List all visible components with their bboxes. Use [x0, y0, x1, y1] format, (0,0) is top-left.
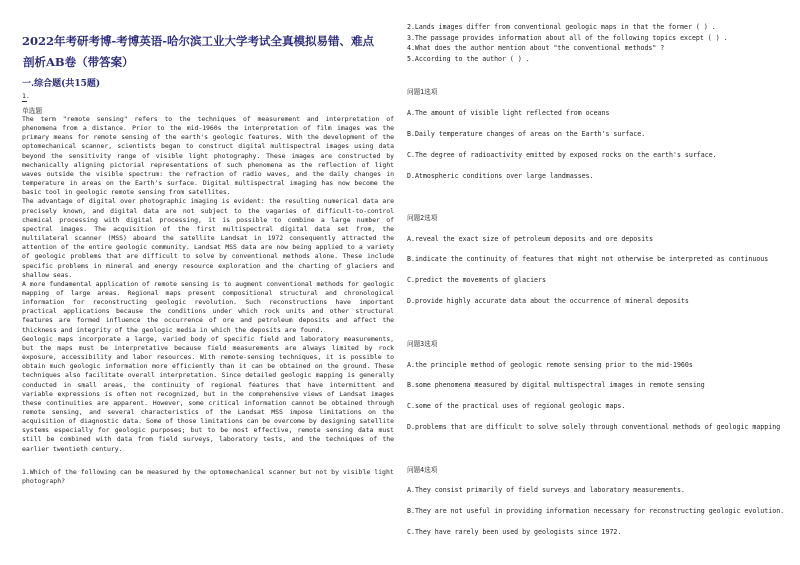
- reading-passage: [22, 115, 394, 454]
- sub-question-list: [407, 22, 787, 64]
- question-number: 1.: [22, 92, 30, 100]
- option-group-label: 问题4选项: [407, 466, 438, 474]
- sub-question: 3.The passage provides information about all of the following topics except ( ) .: [407, 33, 728, 42]
- option-group-label: 问题3选项: [407, 340, 438, 348]
- right-column: [407, 0, 787, 536]
- option: B.Daily temperature changes of areas on the Earth's surface.: [407, 130, 646, 138]
- option-group-4: [407, 464, 785, 536]
- sub-question: 4.What does the author mention about "the conventional methods" ?: [407, 44, 665, 52]
- option-group-label: 问题2选项: [407, 214, 438, 222]
- option: C.They have rarely been used by geologists since 1972.: [407, 528, 622, 536]
- option-group-2: [407, 212, 769, 305]
- passage-paragraph: A more fundamental application of remote sensing is to augment conventional methods for geologic mapping of large areas. Regional maps present compositional structural and chronological information for reconstructing geologic revolution. Such reconstructions have important practical applications because the conditions under which rock units and other structural features are formed influence the occurrence of ore and petroleum deposits and affect the thickness and integrity of the geologic media in which the deposits are found.: [22, 279, 394, 334]
- option: A.The amount of visible light reflected from oceans: [407, 109, 610, 117]
- passage-paragraph: Geologic maps incorporate a large, varied body of specific field and laboratory measurements, but the maps must be interpretative because field measurements are always limited by rock exposure, accessibility and labor resources. With remote-sensing techniques, it is possible to obtain much geologic information more efficiently than it can be obtained on the ground. These techniques also facilitate overall interpretation. Since detailed geologic mapping is generally conducted in small areas, the continuity of regional features that have intermittent and variable expressions is often not recognized, but in the comprehensive views of Landsat images these continuities are apparent. However, some critical information cannot be obtained through remote sensing, and several characteristics of the Landsat MSS impose limitations on the acquisition of diagnostic data. Some of those limitations can be overcome by designing satellite systems especially for geologic purposes; but to be most effective, remote sensing data must still be combined with data from field surveys, laboratory tests, and the techniques of the earlier twentieth century.: [22, 334, 394, 453]
- option: A.They consist primarily of field surveys and laboratory measurements.: [407, 486, 685, 494]
- option-group-label: 问题1选项: [407, 88, 438, 96]
- title-line-2: 剖析AB卷（带答案）: [23, 55, 134, 69]
- option-group-1: [407, 86, 717, 180]
- sub-question-1: 1.Which of the following can be measured by the optomechanical scanner but not by visible light photograph?: [22, 467, 394, 485]
- passage-paragraph: The advantage of digital over photographic imaging is evident: the resulting numerical data are precisely known, and digital data are not subject to the vagaries of difficult-to-control chemical processing with digital processing, it is possible to combine a large number of spectral images. The acquisition of the first multispectral digital data set from, the multilateral scanner (MSS) aboard the satellite Landsat in 1972 consequently attracted the attention of the entire geologic community. Landsat MSS data are now being applied to a variety of geologic problems that are difficult to solve by conventional methods alone. These include specific problems in mineral and energy resource exploration and the charting of glaciers and shallow seas.: [22, 197, 394, 279]
- sub-question: 5.According to the author ( ) .: [407, 54, 530, 63]
- left-column: [22, 0, 394, 486]
- option-group-3: [407, 338, 781, 431]
- option: D.Atmospheric conditions over large landmasses.: [407, 172, 594, 180]
- option: C.some of the practical uses of regional geologic maps.: [407, 402, 626, 410]
- option: B.some phenomena measured by digital multispectral images in remote sensing: [407, 381, 705, 389]
- option: B.They are not useful in providing information necessary for reconstructing geologic evolution.: [407, 507, 785, 515]
- question-type: 单选题: [22, 107, 43, 115]
- passage-paragraph: The term "remote sensing" refers to the techniques of measurement and interpretation of phenomena from a distance. Prior to the mid-1960s the interpretation of film images was the primary means for remote sensing of the earth's geologic features. With the development of the optomechanical scanner, scientists began to construct digital multispectral images using data beyond the sensitivity range of visible light photography. These images are constructed by mechanically aligning pictorial representations of such phenomena as the reflection of light waves outside the visible spectrum: the refraction of radio waves, and the daily changes in temperature in areas on the Earth's surface. Digital multispectral imaging has now become the basic tool in geologic remote sensing from satellites.: [22, 115, 394, 197]
- title-line-1: 2022年考研考博-考博英语-哈尔滨工业大学考试全真模拟易错、难点: [22, 34, 375, 48]
- option: D.provide highly accurate data about the occurrence of mineral deposits: [407, 297, 689, 305]
- option: A.reveal the exact size of petroleum deposits and ore deposits: [407, 235, 654, 243]
- option: A.the principle method of geologic remote sensing prior to the mid-1960s: [407, 361, 693, 369]
- section-heading: 一.综合题(共15题): [22, 79, 101, 89]
- option: C.predict the movements of glaciers: [407, 276, 546, 284]
- document-title: [22, 31, 394, 73]
- sub-question: 2.Lands images differ from conventional geologic maps in that the former ( ) .: [407, 23, 716, 31]
- option: D.problems that are difficult to solve solely through conventional methods of geologic mapping: [407, 423, 781, 431]
- option: C.The degree of radioactivity emitted by exposed rocks on the earth's surface.: [407, 151, 717, 159]
- option: B.indicate the continuity of features that might not otherwise be interpreted as continuous: [407, 255, 769, 263]
